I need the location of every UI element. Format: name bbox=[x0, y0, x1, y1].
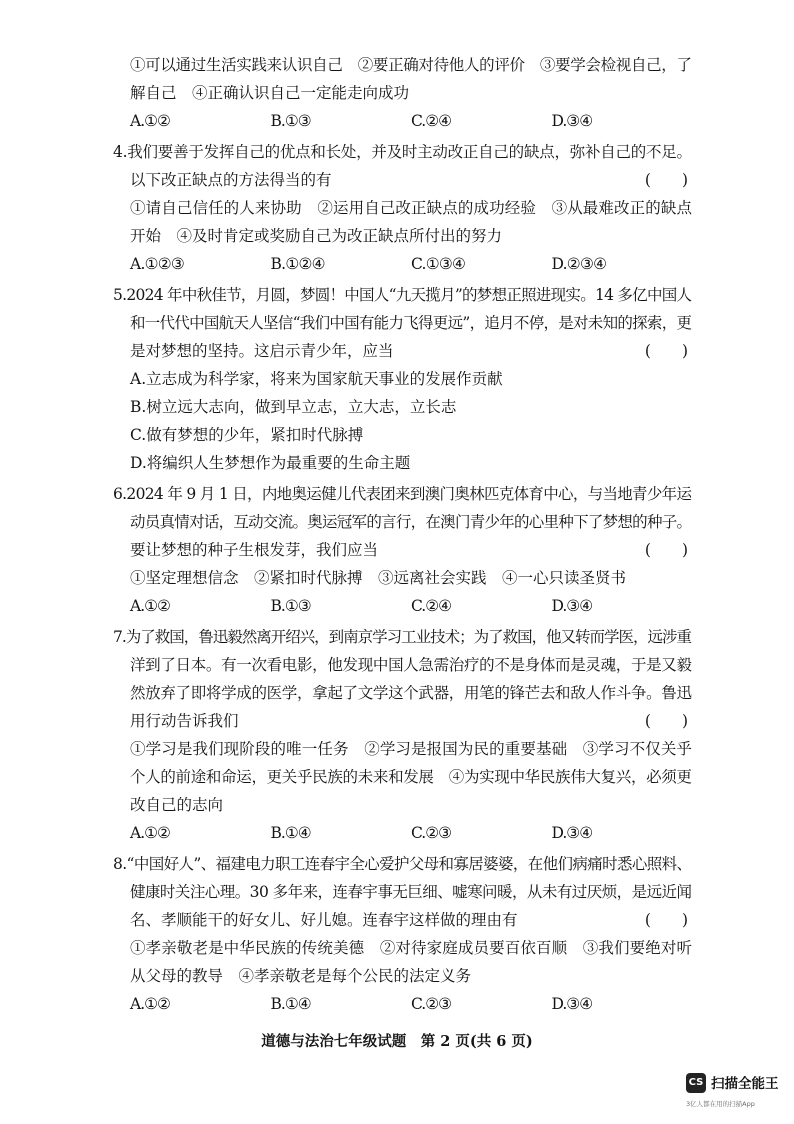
question-8-options bbox=[113, 990, 692, 1018]
option-d: D.②③④ bbox=[551, 255, 607, 273]
line-text: ①孝亲敬老是中华民族的传统美德 ②对待家庭成员要百依百顺 ③我们要绝对听 bbox=[130, 939, 693, 957]
question-7-stem-line bbox=[113, 679, 692, 707]
question-5-block bbox=[113, 281, 692, 477]
answer-blank: ( ) bbox=[644, 171, 688, 189]
question-5-stem-line bbox=[113, 337, 692, 365]
option-b: B.①④ bbox=[270, 995, 311, 1013]
line-text: ①请自己信任的人来协助 ②运用自己改正缺点的成功经验 ③从最难改正的缺点 bbox=[130, 199, 693, 217]
scanner-logo-icon: CS bbox=[686, 1073, 706, 1093]
question-7-item-line bbox=[113, 791, 692, 819]
page-footer: 道德与法治七年级试题 第 2 页(共 6 页) bbox=[261, 1033, 533, 1050]
option-a: A.①② bbox=[130, 995, 170, 1013]
question-7-options bbox=[113, 819, 692, 847]
question-8-item-line bbox=[113, 962, 692, 990]
question-6-options bbox=[113, 592, 692, 620]
option-b: B.①②④ bbox=[270, 255, 325, 273]
line-text: 要让梦想的种子生根发芽，我们应当 bbox=[130, 541, 379, 559]
question-7-item-line bbox=[113, 735, 692, 763]
option-c: C.②④ bbox=[411, 112, 452, 130]
line-text: 用行动告诉我们 bbox=[130, 712, 239, 730]
scanner-app-tagline: 3亿人都在用的扫描App bbox=[686, 1100, 755, 1108]
option-b: B.①③ bbox=[270, 597, 311, 615]
question-7-stem-line bbox=[113, 623, 692, 651]
line-text: 健康时关注心理。30 多年来，连春宇事无巨细、嘘寒问暖，从未有过厌烦，是远近闻 bbox=[130, 883, 692, 901]
line-text: 是对梦想的坚持。这启示青少年，应当 bbox=[130, 342, 394, 360]
line-text: 和一代代中国航天人坚信“我们中国有能力飞得更远”，追月不停，是对未知的探索，更 bbox=[130, 314, 692, 332]
line-text: D.将编织人生梦想作为最重要的生命主题 bbox=[130, 454, 411, 472]
question-4-options bbox=[113, 250, 692, 278]
line-text: 名、孝顺能干的好女儿、好儿媳。连春宇这样做的理由有 bbox=[130, 911, 518, 929]
line-text: 个人的前途和命运，更关乎民族的未来和发展 ④为实现中华民族伟大复兴，必须更 bbox=[130, 768, 692, 786]
option-c: C.②③ bbox=[411, 995, 452, 1013]
line-text: 改自己的志向 bbox=[130, 796, 224, 814]
option-c: C.②③ bbox=[411, 824, 452, 842]
question-4-item-line bbox=[113, 222, 692, 250]
option-d: D.③④ bbox=[551, 995, 593, 1013]
option-c: C.①③④ bbox=[411, 255, 466, 273]
question-7-stem-line bbox=[113, 707, 692, 735]
question-7-block bbox=[113, 623, 692, 847]
question-4-stem-line bbox=[113, 166, 692, 194]
option-a: A.①② bbox=[130, 112, 170, 130]
answer-blank: ( ) bbox=[644, 342, 688, 360]
answer-blank: ( ) bbox=[644, 541, 688, 559]
option-c bbox=[113, 421, 692, 449]
line-text: 开始 ④及时肯定或奖励自己为改正缺点所付出的努力 bbox=[130, 227, 503, 245]
line-text: 洋到了日本。有一次看电影，他发现中国人急需治疗的不是身体而是灵魂，于是又毅 bbox=[130, 656, 692, 674]
question-8-stem-line bbox=[113, 878, 692, 906]
option-a: A.①② bbox=[130, 597, 170, 615]
question-6-block bbox=[113, 480, 692, 620]
question-4-block bbox=[113, 138, 692, 278]
line-text: 8.“中国好人”、福建电力职工连春宇全心爱护父母和寡居婆婆，在他们病痛时悉心照料、 bbox=[113, 855, 692, 873]
line-text: 从父母的教导 ④孝亲敬老是每个公民的法定义务 bbox=[130, 967, 472, 985]
question-6-item-line bbox=[113, 564, 692, 592]
question-8-stem-line bbox=[113, 850, 692, 878]
line-text: 6.2024 年 9 月 1 日，内地奥运健儿代表团来到澳门奥林匹克体育中心，与当地青少年运 bbox=[113, 485, 692, 503]
question-6-stem-line bbox=[113, 536, 692, 564]
line-text: ①学习是我们现阶段的唯一任务 ②学习是报国为民的重要基础 ③学习不仅关乎 bbox=[130, 740, 693, 758]
option-d: D.③④ bbox=[551, 112, 593, 130]
question-5-stem-line bbox=[113, 281, 692, 309]
option-a bbox=[113, 365, 692, 393]
option-a: A.①②③ bbox=[130, 255, 185, 273]
question-3-block bbox=[113, 51, 692, 135]
line-text: 5.2024 年中秋佳节，月圆，梦圆！中国人“九天揽月”的梦想正照进现实。14 多亿中国人 bbox=[113, 286, 692, 304]
question-8-block bbox=[113, 850, 692, 1018]
option-c: C.②④ bbox=[411, 597, 452, 615]
line-text: B.树立远大志向，做到早立志，立大志，立长志 bbox=[130, 398, 457, 416]
scanner-app-name: 扫描全能王 bbox=[711, 1076, 779, 1092]
line-text: ①可以通过生活实践来认识自己 ②要正确对待他人的评价 ③要学会检视自己，了 bbox=[130, 56, 692, 74]
question-8-item-line bbox=[113, 934, 692, 962]
question-7-item-line bbox=[113, 763, 692, 791]
option-d: D.③④ bbox=[551, 597, 593, 615]
option-b: B.①③ bbox=[270, 112, 311, 130]
question-4-stem-line bbox=[113, 138, 692, 166]
line-text: ①坚定理想信念 ②紧扣时代脉搏 ③远离社会实践 ④一心只读圣贤书 bbox=[130, 569, 627, 587]
question-3-item-line bbox=[113, 79, 692, 107]
option-d bbox=[113, 449, 692, 477]
question-6-stem-line bbox=[113, 480, 692, 508]
line-text: 7.为了救国，鲁迅毅然离开绍兴，到南京学习工业技术；为了救国，他又转而学医，远涉重 bbox=[113, 628, 691, 646]
question-3-item-line bbox=[113, 51, 692, 79]
line-text: 动员真情对话，互动交流。奥运冠军的言行，在澳门青少年的心里种下了梦想的种子。 bbox=[130, 513, 692, 531]
line-text: 4.我们要善于发挥自己的优点和长处，并及时主动改正自己的缺点，弥补自己的不足。 bbox=[113, 143, 692, 161]
option-b bbox=[113, 393, 692, 421]
option-d: D.③④ bbox=[551, 824, 593, 842]
question-3-options bbox=[113, 107, 692, 135]
option-a: A.①② bbox=[130, 824, 170, 842]
question-6-stem-line bbox=[113, 508, 692, 536]
answer-blank: ( ) bbox=[644, 712, 688, 730]
line-text: A.立志成为科学家，将来为国家航天事业的发展作贡献 bbox=[130, 370, 503, 388]
answer-blank: ( ) bbox=[644, 911, 688, 929]
question-4-item-line bbox=[113, 194, 692, 222]
line-text: 然放弃了即将学成的医学，拿起了文学这个武器，用笔的锋芒去和敌人作斗争。鲁迅 bbox=[130, 684, 692, 702]
option-b: B.①④ bbox=[270, 824, 311, 842]
line-text: 解自己 ④正确认识自己一定能走向成功 bbox=[130, 84, 410, 102]
question-8-stem-line bbox=[113, 906, 692, 934]
question-7-stem-line bbox=[113, 651, 692, 679]
question-5-stem-line bbox=[113, 309, 692, 337]
exam-page-content bbox=[113, 51, 692, 1018]
line-text: 以下改正缺点的方法得当的有 bbox=[130, 171, 332, 189]
line-text: C.做有梦想的少年，紧扣时代脉搏 bbox=[130, 426, 364, 444]
